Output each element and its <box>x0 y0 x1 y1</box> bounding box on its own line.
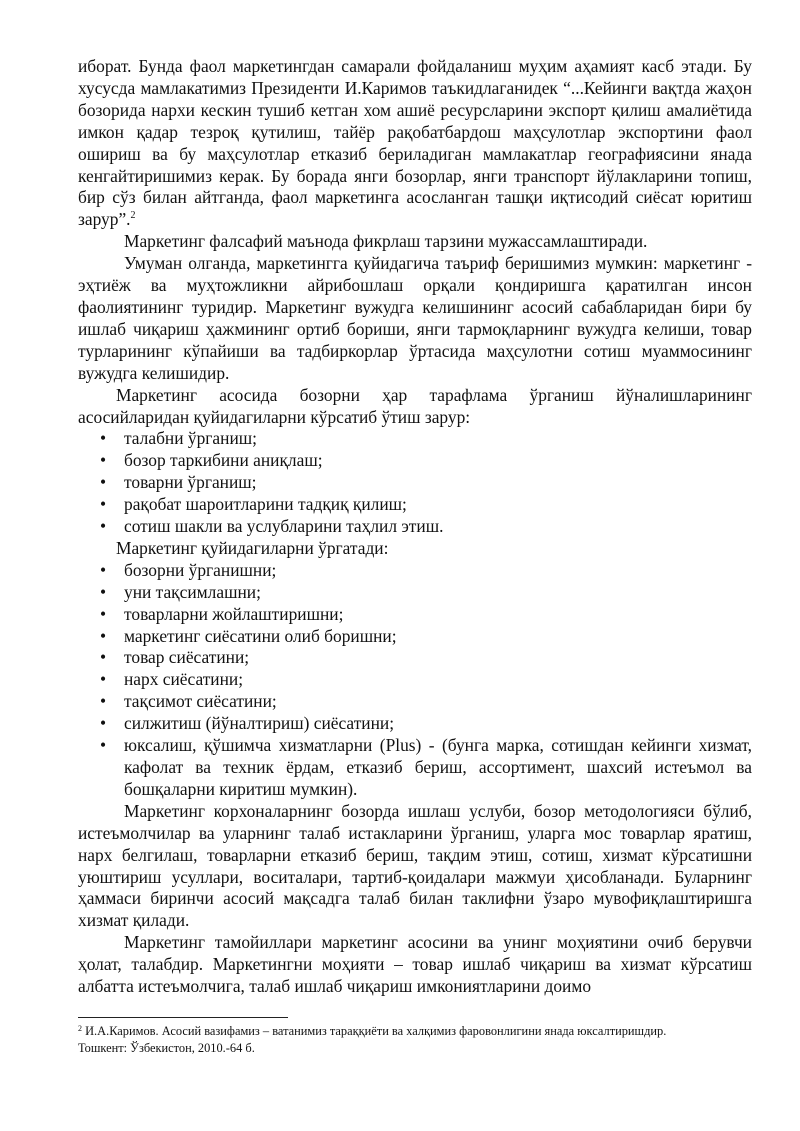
footnote-line-2: Тошкент: Ўзбекистон, 2010.-64 б. <box>78 1041 255 1055</box>
footnote-number: 2 <box>78 1024 82 1033</box>
paragraph-2: Маркетинг фалсафий маънода фикрлаш тарзини мужассамлаштиради. <box>124 231 648 252</box>
list-item: • товарни ўрганиш; <box>100 472 257 493</box>
paragraph-5: Маркетинг қуйидагиларни ўргатади: <box>116 537 389 558</box>
bullet-icon: • <box>100 516 107 537</box>
bullet-icon: • <box>100 559 107 580</box>
list-item: • талабни ўрганиш; <box>100 428 257 449</box>
paragraph-7: Маркетинг тамойиллари маркетинг асосини ва унинг моҳиятини очиб берувчи ҳолат, талабдир. Маркетингни моҳияти – товар ишлаб чиқариш ва хизмат кўрсатиш албатта истеъмолчига, талаб ишлаб чиқариш имкониятларини доимо <box>78 932 752 997</box>
bullet-icon: • <box>100 691 107 712</box>
list-item: • товар сиёсатини; <box>100 647 250 668</box>
list-item: • тақсимот сиёсатини; <box>100 691 277 712</box>
bullet-icon: • <box>100 450 107 471</box>
footnote <box>78 1023 752 1057</box>
list-item: • рақобат шароитларини тадқиқ қилиш; <box>100 494 407 515</box>
list-item: • юксалиш, қўшимча хизматларни (Plus) - (бунга марка, сотишдан кейинги хизмат, кафолат ва техник ёрдам, етказиб бериш, ассортимент, шахсий истеъмол ва бошқаларни киритиш мумкин). <box>100 735 752 799</box>
footnote-separator <box>78 1017 288 1018</box>
list-item: • маркетинг сиёсатини олиб боришни; <box>100 625 397 646</box>
list-item: • сотиш шакли ва услубларини таҳлил этиш. <box>100 516 444 537</box>
bullet-icon: • <box>100 713 107 734</box>
paragraph-1 <box>78 56 752 231</box>
bullet-icon: • <box>100 428 107 449</box>
list-item: • товарларни жойлаштиришни; <box>100 603 344 624</box>
bullet-icon: • <box>100 647 107 668</box>
bullet-icon: • <box>100 472 107 493</box>
paragraph-4: Маркетинг асосида бозорни ҳар тарафлама ўрганиш йўналишларининг асосийларидан қуйидагиларни кўрсатиб ўтиш зарур: <box>78 384 752 427</box>
paragraph-3: Умуман олганда, маркетингга қуйидагича таъриф беришимиз мумкин: маркетинг - эҳтиёж ва муҳтожликни айрибошлаш орқали қондиришга қаратилган инсон фаолиятининг туридир. Маркетинг вужудга келишининг асосий сабабларидан бири бу ишлаб чиқариш ҳажмининг ортиб бориши, янги тармоқларнинг вужудга келиши, товар турларининг кўпайиши ва тадбиркорлар ўртасида маҳсулотни сотиш муаммосининг вужудга келишидир. <box>78 253 752 383</box>
footnote-ref[interactable]: 2 <box>130 210 136 222</box>
paragraph-6: Маркетинг корхоналарнинг бозорда ишлаш услуби, бозор методологияси бўлиб, истеъмолчилар ва уларнинг талаб истакларини ўрганиш, уларга мос товарлар яратиш, нарх белгилаш, товарларни етказиб бериш, тақдим этиш, сотиш, хизмат кўрсатишни уюштириш усуллари, воситалари, тартиб-қоидалари мажмуи ҳисобланади. Буларнинг ҳаммаси биринчи асосий мақсадга талаб билан таклифни ўзаро мувофиқлаштиришга хизмат қилади. <box>78 800 752 931</box>
list-item: • бозор таркибини аниқлаш; <box>100 450 323 471</box>
list-item: • нарх сиёсатини; <box>100 669 244 690</box>
bullet-icon: • <box>100 494 107 515</box>
marketing-teaches-list <box>78 560 752 801</box>
page-body <box>78 56 752 998</box>
paragraph-1-text: иборат. Бунда фаол маркетингдан самарали фойдаланиш муҳим аҳамият касб этади. Бу хусусда мамлакатимиз Президенти И.Каримов таъкидлаганидек “...Кейинги вақтда жаҳон бозорида нархи кескин тушиб кетган хом ашиё ресурсларини экспорт қилиш амалиётида имкон қадар тезроқ қутилиш, тайёр рақобатбардош маҳсулотлар экспортини фаол ошириш ва бу маҳсулотлар етказиб бериладиган мамлакатлар географиясини янада кенгайтиришимиз керак. Бу борада янги бозорлар, янги транспорт йўлакларини топиш, бир сўз билан айтганда, фаол маркетинга асосланган ташқи иқтисодий сиёсат юритиш зарур”. <box>78 56 752 230</box>
bullet-icon: • <box>100 603 107 624</box>
list-item: • уни тақсимлашни; <box>100 581 261 602</box>
bullet-icon: • <box>100 669 107 690</box>
bullet-icon: • <box>100 625 107 646</box>
footnote-line-1: $^2$ И.А.Каримов. Асосий вазифамиз – ватанимиз тараққиёти ва халқимиз фаровонлигини янада юксалтиришдир. <box>78 1024 667 1038</box>
list-item: • силжитиш (йўналтириш) сиёсатини; <box>100 713 395 734</box>
study-directions-list <box>78 428 752 538</box>
list-item: • бозорни ўрганишни; <box>100 559 277 580</box>
bullet-icon: • <box>100 735 107 756</box>
bullet-icon: • <box>100 581 107 602</box>
